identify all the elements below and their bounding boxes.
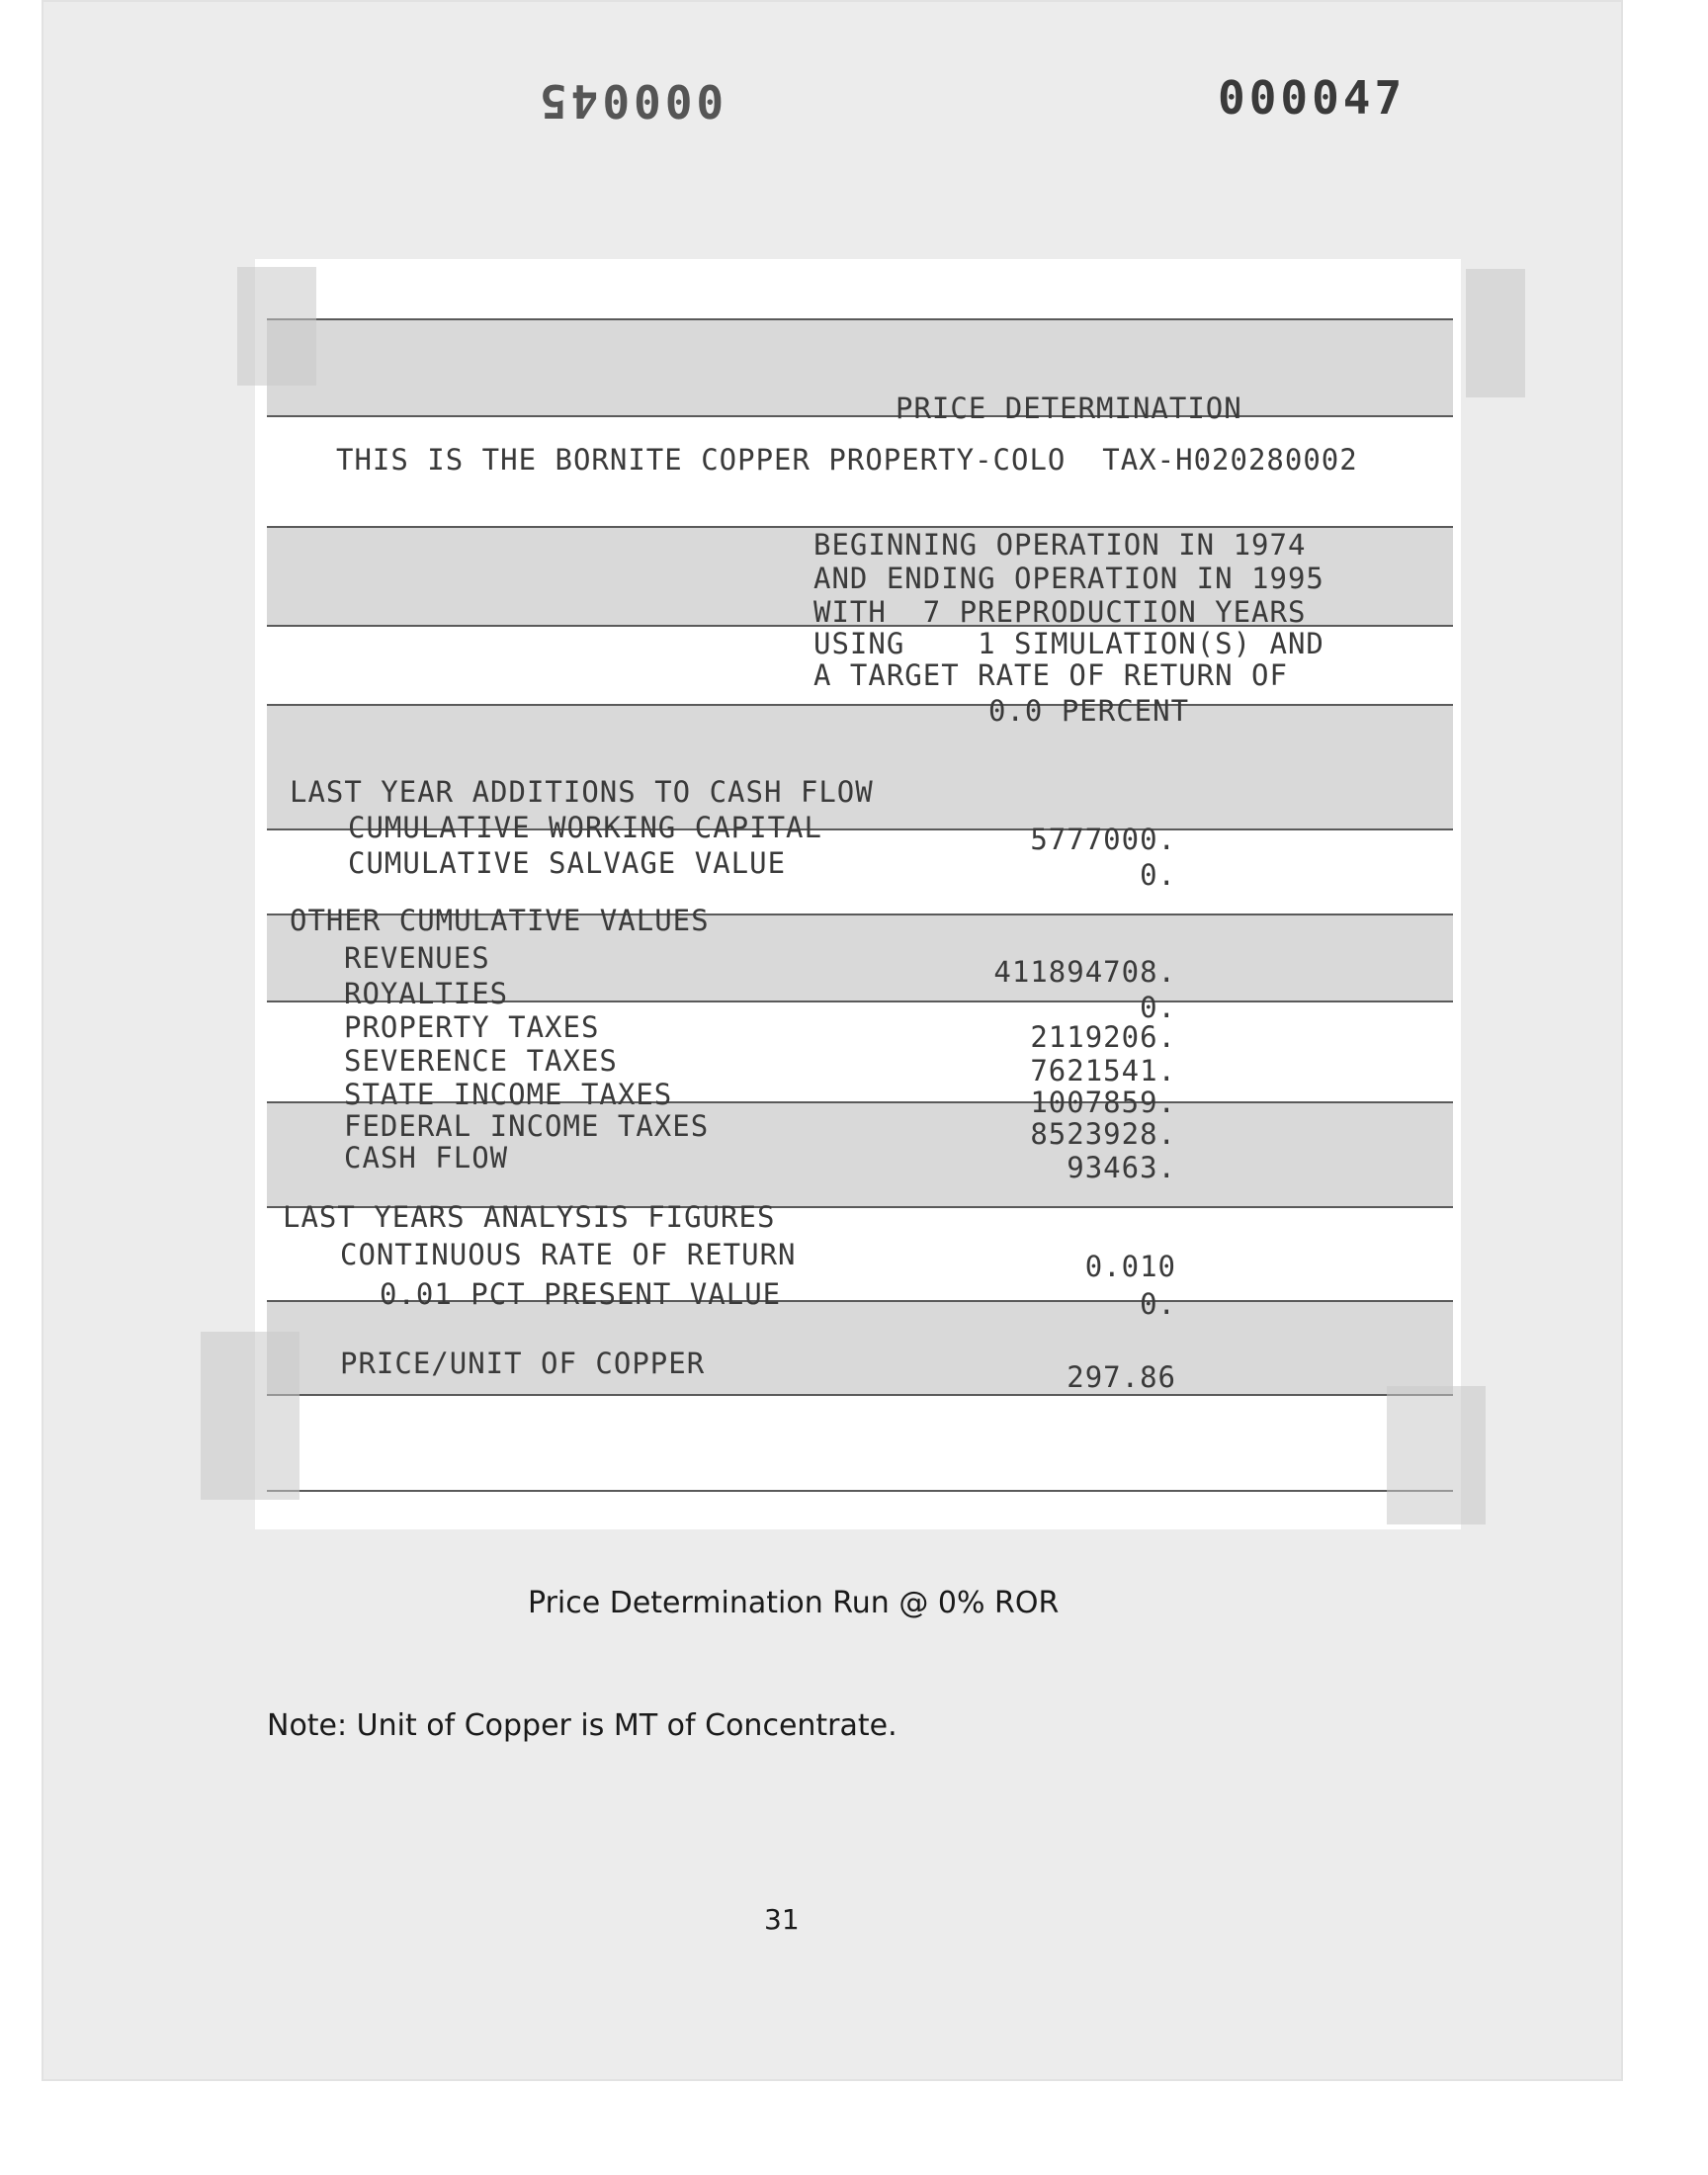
property-line: THIS IS THE BORNITE COPPER PROPERTY-COLO TAX-H020280002 (336, 443, 1358, 477)
operation-line: AND ENDING OPERATION IN 1995 (813, 562, 1324, 595)
row-value: 8523928. (1030, 1117, 1176, 1151)
printout-rule (267, 704, 1453, 706)
row-label: STATE INCOME TAXES (344, 1078, 673, 1111)
row-label: CASH FLOW (344, 1141, 509, 1174)
page-number: 31 (764, 1903, 800, 1936)
row-value: 0.010 (1084, 1250, 1176, 1283)
row-value: 5777000. (1030, 823, 1176, 856)
row-value: 411894708. (993, 955, 1176, 989)
tape-strip (1387, 1386, 1486, 1524)
printout-rule (267, 1490, 1453, 1492)
page-stamp-left: 000045 (536, 74, 725, 128)
figure-caption: Price Determination Run @ 0% ROR (528, 1586, 1060, 1620)
cash-flow-heading: LAST YEAR ADDITIONS TO CASH FLOW (290, 775, 874, 809)
printout-band (267, 320, 1453, 415)
tape-strip (201, 1332, 299, 1500)
row-label: REVENUES (344, 941, 490, 975)
tape-strip (237, 267, 316, 386)
operation-line: USING 1 SIMULATION(S) AND (813, 627, 1324, 660)
computer-printout (255, 259, 1461, 1529)
printout-rule (267, 318, 1453, 320)
row-label: PROPERTY TAXES (344, 1010, 600, 1044)
page-stamp-right: 000047 (1218, 71, 1407, 125)
printout-title: PRICE DETERMINATION (896, 392, 1242, 425)
operation-line: BEGINNING OPERATION IN 1974 (813, 528, 1307, 562)
row-label: FEDERAL INCOME TAXES (344, 1109, 710, 1143)
row-value: 1007859. (1030, 1086, 1176, 1119)
price-value: 297.86 (1067, 1360, 1176, 1394)
operation-line: A TARGET RATE OF RETURN OF (813, 658, 1288, 692)
price-label: PRICE/UNIT OF COPPER (340, 1347, 706, 1380)
printout-rule (267, 1394, 1453, 1396)
operation-line: WITH 7 PREPRODUCTION YEARS (813, 595, 1307, 629)
row-label: SEVERENCE TAXES (344, 1044, 618, 1078)
tape-strip (1466, 269, 1525, 397)
row-label: CUMULATIVE WORKING CAPITAL (348, 811, 822, 844)
row-label: ROYALTIES (344, 977, 509, 1010)
row-label: 0.01 PCT PRESENT VALUE (380, 1277, 782, 1311)
row-value: 2119206. (1030, 1020, 1176, 1054)
note-text: Note: Unit of Copper is MT of Concentrate. (267, 1708, 897, 1743)
row-label: CONTINUOUS RATE OF RETURN (340, 1238, 797, 1271)
row-value: 0. (1140, 858, 1176, 892)
row-value: 0. (1140, 1287, 1176, 1321)
analysis-heading: LAST YEARS ANALYSIS FIGURES (283, 1200, 776, 1234)
printout-rule (267, 415, 1453, 417)
row-label: CUMULATIVE SALVAGE VALUE (348, 846, 787, 880)
operation-line: 0.0 PERCENT (988, 694, 1190, 728)
row-value: 7621541. (1030, 1054, 1176, 1088)
other-heading: OTHER CUMULATIVE VALUES (290, 904, 710, 937)
row-value: 0. (1140, 991, 1176, 1024)
row-value: 93463. (1067, 1151, 1176, 1184)
